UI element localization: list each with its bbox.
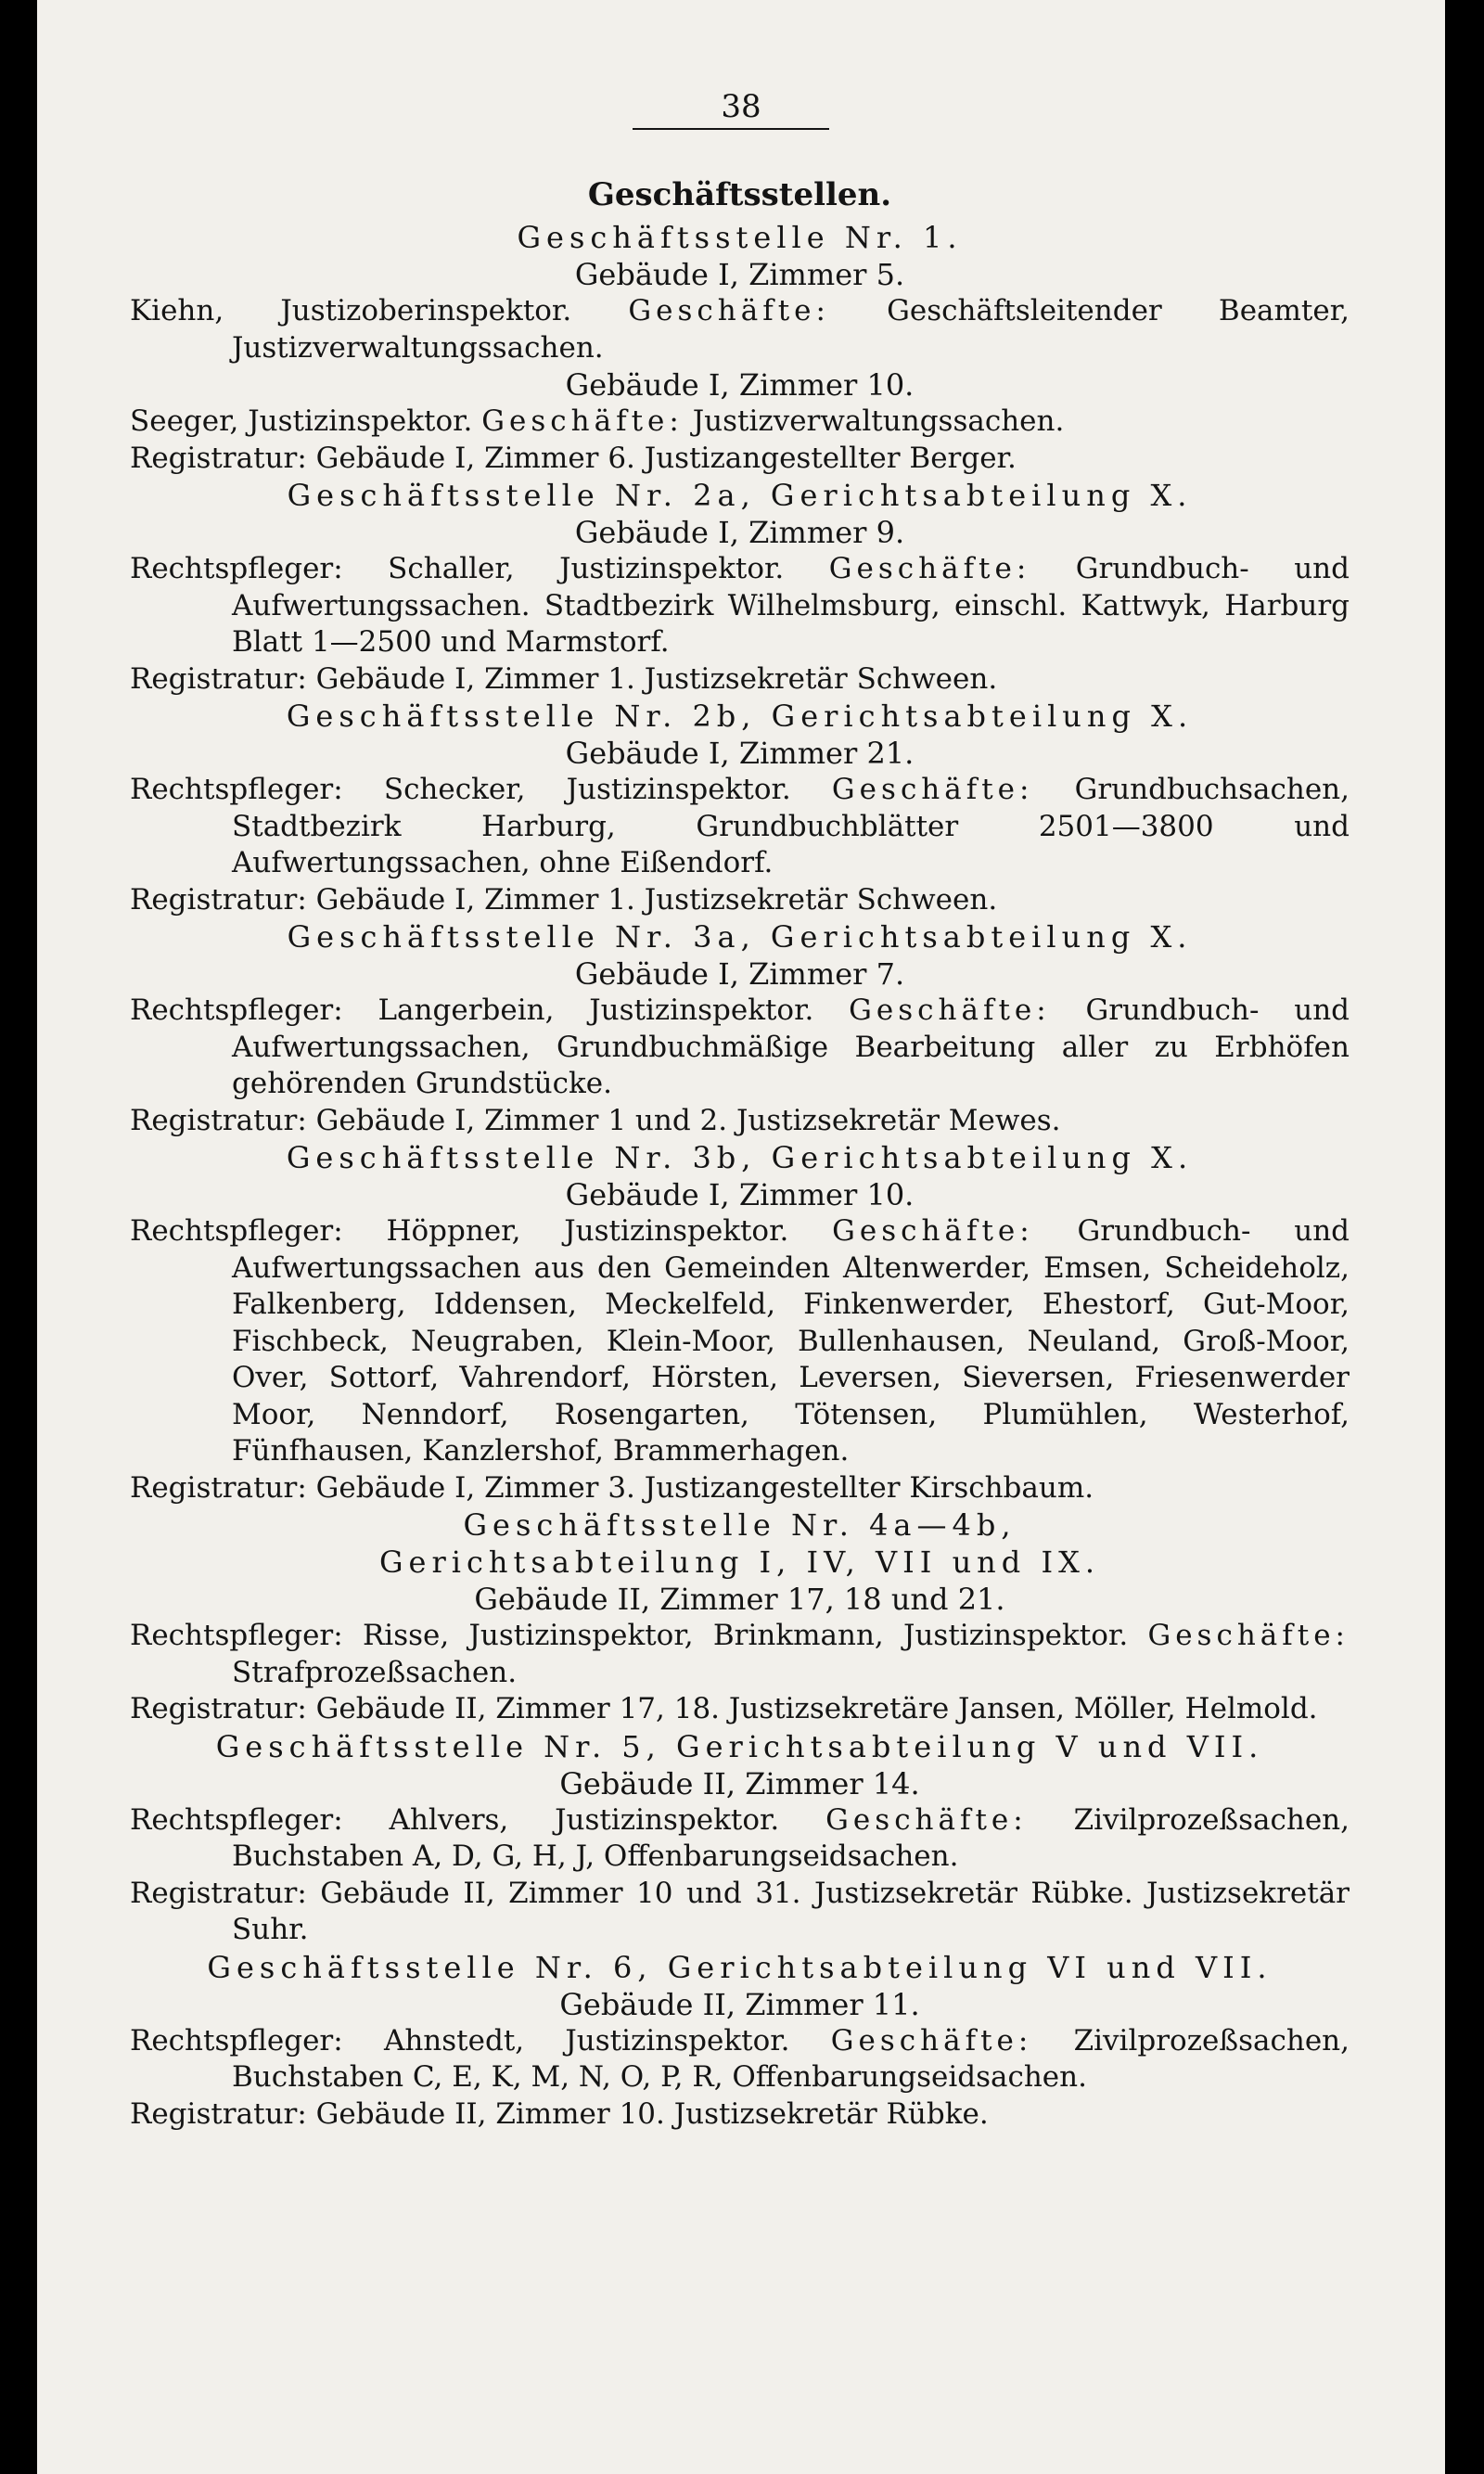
entry-person: Rechtspfleger: Schaller, Justizinspektor. — [130, 552, 785, 585]
entry-text: Gebäude I, Zimmer 6. Justizangestellter Berger. — [315, 441, 1017, 475]
entry-person: Rechtspfleger: Höppner, Justizinspektor. — [130, 1214, 789, 1248]
entry-text: Gebäude I, Zimmer 1. Justizsekretär Schween. — [315, 661, 998, 696]
entry-text: Zivilprozeßsachen, Buchstaben A, D, G, H, J, Offenbarungseidsachen. — [232, 1802, 1350, 1873]
entry-person: Rechtspfleger: Langerbein, Justizinspektor. — [130, 993, 814, 1027]
room-location: Gebäude I, Zimmer 10. — [565, 1177, 915, 1212]
office-heading: Geschäftsstelle Nr. 1. — [517, 220, 963, 255]
entry-text: Gebäude II, Zimmer 10. Justizsekretär Rübke. — [315, 2096, 989, 2131]
entry-paragraph — [130, 1802, 1350, 1876]
entry-text: Justizverwaltungssachen. — [692, 404, 1065, 438]
room-location: Gebäude II, Zimmer 11. — [559, 1986, 920, 2022]
office-heading: Geschäftsstelle Nr. 6, Gerichtsabteilung VI und VII. — [207, 1949, 1273, 1985]
entry-text: Gebäude II, Zimmer 10 und 31. Justizsekretär Rübke. Justizsekretär Suhr. — [232, 1876, 1350, 1946]
entry-paragraph — [130, 1470, 1350, 1507]
entry-text: Grundbuch- und Aufwertungssachen, Grundbuchmäßige Bearbeitung aller zu Erbhöfen gehörenden Grundstücke. — [232, 993, 1350, 1100]
document-page — [37, 0, 1445, 2474]
duties-label: Geschäfte: — [1147, 1619, 1350, 1652]
entry-person: Registratur: — [130, 1876, 307, 1910]
entry-person: Registratur: — [130, 1470, 307, 1505]
entry-paragraph — [130, 1618, 1350, 1691]
entry-text: Grundbuch- und Aufwertungssachen aus den Gemeinden Altenwerder, Emsen, Scheideholz, Falkenberg, Iddensen, Meckelfeld, Finkenwerder, Ehestorf, Gut-Moor, Fischbeck, Neugraben, Klein-Moor, Bullenhausen, Neuland, Groß-Moor, Over, Sottorf, Vahrendorf, Hörsten, Leversen, Sieversen, Friesenwerder Moor, Nenndorf, Rosengarten, Tötensen, Plumühlen, Westerhof, Fünfhausen, Kanzlershof, Brammerhagen. — [232, 1214, 1350, 1468]
entry-text: Gebäude I, Zimmer 3. Justizangestellter Kirschbaum. — [315, 1470, 1094, 1505]
entry-text: Zivilprozeßsachen, Buchstaben C, E, K, M, N, O, P, R, Offenbarungseidsachen. — [232, 2023, 1350, 2094]
entry-person: Rechtspfleger: Schecker, Justizinspektor. — [130, 773, 791, 806]
office-heading: Geschäftsstelle Nr. 3b, Gerichtsabteilung X. — [286, 1140, 1194, 1175]
entry-person: Kiehn, Justizoberinspektor. — [130, 294, 572, 327]
room-location: Gebäude I, Zimmer 9. — [574, 515, 905, 550]
duties-label: Geschäfte: — [481, 404, 684, 438]
entries-list — [130, 219, 1350, 2133]
room-location: Gebäude I, Zimmer 5. — [574, 257, 905, 292]
room-location: Gebäude II, Zimmer 14. — [559, 1765, 920, 1801]
entry-paragraph — [130, 1876, 1350, 1949]
office-heading: Geschäftsstelle Nr. 2a, Gerichtsabteilung X. — [287, 478, 1193, 513]
entry-person: Rechtspfleger: Ahlvers, Justizinspektor. — [130, 1802, 780, 1837]
entry-paragraph — [130, 2023, 1350, 2096]
entry-person: Registratur: — [130, 1103, 307, 1137]
room-location: Gebäude II, Zimmer 17, 18 und 21. — [474, 1582, 1005, 1617]
entry-person: Rechtspfleger: Risse, Justizinspektor, Brinkmann, Justizinspektor. — [130, 1619, 1129, 1652]
entry-text: Geschäftsleitender Beamter, Justizverwaltungssachen. — [232, 294, 1350, 365]
duties-label: Geschäfte: — [831, 773, 1034, 806]
duties-label: Geschäfte: — [825, 1802, 1028, 1837]
entry-person: Seeger, Justizinspektor. — [130, 404, 473, 438]
entry-text: Grundbuchsachen, Stadtbezirk Harburg, Grundbuchblätter 2501—3800 und Aufwertungssachen, ohne Eißendorf. — [232, 773, 1350, 879]
room-location: Gebäude I, Zimmer 10. — [565, 367, 915, 403]
entry-text: Gebäude I, Zimmer 1. Justizsekretär Schween. — [315, 882, 998, 917]
entry-paragraph — [130, 551, 1350, 661]
entry-person: Registratur: — [130, 2096, 307, 2131]
office-heading: Geschäftsstelle Nr. 5, Gerichtsabteilung V und VII. — [215, 1728, 1264, 1764]
duties-label: Geschäfte: — [830, 2023, 1033, 2057]
entry-text: Gebäude I, Zimmer 1 und 2. Justizsekretär Mewes. — [315, 1103, 1061, 1137]
office-heading: Geschäftsstelle Nr. 3a, Gerichtsabteilung X. — [287, 919, 1193, 955]
entry-paragraph — [130, 1213, 1350, 1470]
duties-label: Geschäfte: — [832, 1214, 1034, 1248]
room-location: Gebäude I, Zimmer 21. — [565, 736, 915, 771]
page-content — [130, 171, 1350, 2133]
entry-text: Strafprozeßsachen. — [232, 1655, 518, 1689]
entry-paragraph — [130, 772, 1350, 882]
entry-paragraph — [130, 882, 1350, 919]
room-location: Gebäude I, Zimmer 7. — [574, 956, 905, 992]
entry-person: Registratur: — [130, 661, 307, 696]
entry-paragraph — [130, 293, 1350, 366]
office-heading: Geschäftsstelle Nr. 4a—4b, — [463, 1507, 1017, 1543]
section-title: Geschäftsstellen. — [587, 176, 892, 213]
entry-paragraph — [130, 404, 1350, 441]
entry-paragraph — [130, 1691, 1350, 1728]
duties-label: Geschäfte: — [849, 993, 1051, 1027]
entry-paragraph — [130, 661, 1350, 699]
entry-person: Registratur: — [130, 1692, 307, 1725]
entry-person: Registratur: — [130, 441, 307, 475]
entry-paragraph — [130, 1103, 1350, 1140]
office-heading: Gerichtsabteilung I, IV, VII und IX. — [378, 1545, 1101, 1580]
entry-paragraph — [130, 2096, 1350, 2134]
header-rule — [633, 128, 829, 130]
entry-person: Rechtspfleger: Ahnstedt, Justizinspektor. — [130, 2023, 790, 2057]
entry-paragraph — [130, 441, 1350, 478]
entry-paragraph — [130, 993, 1350, 1103]
office-heading: Geschäftsstelle Nr. 2b, Gerichtsabteilung X. — [286, 699, 1194, 734]
duties-label: Geschäfte: — [828, 552, 1031, 585]
page-number: 38 — [721, 88, 761, 125]
entry-person: Registratur: — [130, 882, 307, 917]
entry-text: Gebäude II, Zimmer 17, 18. Justizsekretäre Jansen, Möller, Helmold. — [315, 1692, 1318, 1725]
entry-text: Grundbuch- und Aufwertungssachen. Stadtbezirk Wilhelmsburg, einschl. Kattwyk, Harburg Blatt 1—2500 und Marmstorf. — [232, 552, 1350, 659]
duties-label: Geschäfte: — [628, 294, 830, 327]
